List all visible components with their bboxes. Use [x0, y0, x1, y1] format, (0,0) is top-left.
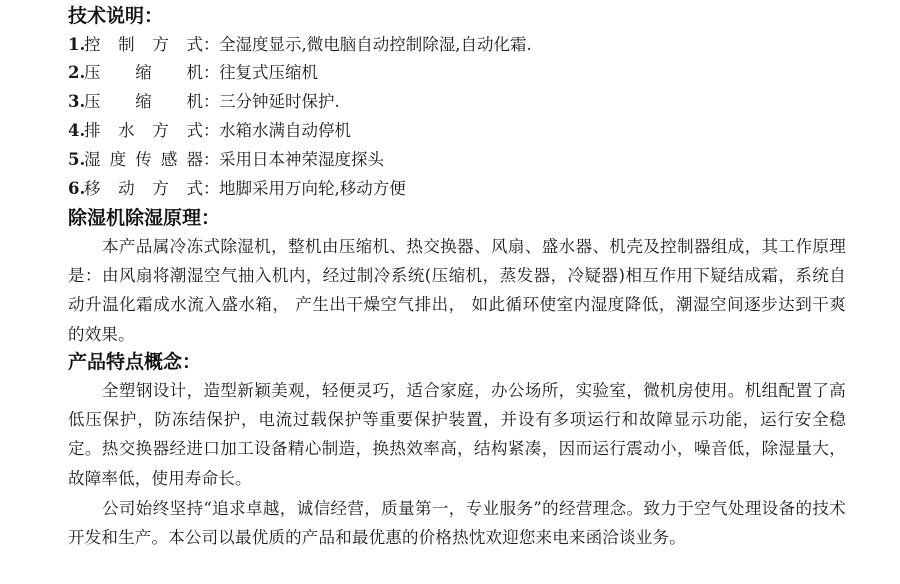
principle-heading: 除湿机除湿原理： — [68, 207, 221, 229]
spec-value: 往复式压缩机 — [219, 63, 318, 82]
spec-value: 水箱水满自动停机 — [219, 121, 351, 140]
spec-label: 压缩机 — [84, 92, 203, 111]
spec-row-drainage — [68, 119, 351, 143]
spec-colon: ： — [203, 92, 220, 111]
features-heading: 产品特点概念： — [68, 351, 202, 373]
spec-value: 地脚采用万向轮,移动方便 — [219, 179, 406, 198]
spec-number: 1. — [68, 35, 86, 54]
tech-spec-heading: 技术说明： — [68, 5, 164, 27]
spec-number: 6. — [68, 179, 86, 198]
spec-label: 控制方式 — [84, 35, 203, 54]
spec-label: 湿度传感器 — [84, 150, 203, 169]
spec-row-compressor-protection — [68, 90, 340, 114]
spec-row-control-mode — [68, 33, 532, 57]
spec-number: 3. — [68, 92, 86, 111]
spec-value: 采用日本神荣湿度探头 — [219, 150, 384, 169]
company-paragraph: 公司始终坚持“追求卓越，诚信经营，质量第一，专业服务”的经营理念。致力于空气处理设备的技术开发和生产。本公司以最优质的产品和最优惠的价格热忱欢迎您来电来函洽谈业务。 — [68, 499, 846, 548]
spec-value: 全湿度显示,微电脑自动控制除湿,自动化霜. — [219, 35, 532, 54]
spec-number: 5. — [68, 150, 86, 169]
spec-value: 三分钟延时保护. — [219, 92, 340, 111]
spec-colon: ： — [203, 63, 220, 82]
spec-number: 4. — [68, 121, 86, 140]
spec-label: 排水方式 — [84, 121, 203, 140]
spec-number: 2. — [68, 63, 86, 82]
principle-paragraph: 本产品属冷冻式除湿机，整机由压缩机、热交换器、风扇、盛水器、机壳及控制器组成，其工作原理是：由风扇将潮湿空气抽入机内，经过制冷系统(压缩机，蒸发器，冷疑器)相互作用下疑结成霜，系统自动升温化霜成水流入盛水箱， 产生出干燥空气排出， 如此循环使室内湿度降低，潮湿空间逐步达到干爽的效果。 — [68, 237, 846, 344]
spec-colon: ： — [203, 35, 220, 54]
spec-label: 压缩机 — [84, 63, 203, 82]
spec-row-movement — [68, 177, 406, 201]
spec-colon: ： — [203, 121, 220, 140]
spec-row-humidity-sensor — [68, 148, 384, 172]
spec-row-compressor — [68, 61, 318, 85]
spec-label: 移动方式 — [84, 179, 203, 198]
spec-colon: ： — [203, 179, 220, 198]
features-paragraph: 全塑钢设计，造型新颖美观，轻便灵巧，适合家庭，办公场所，实验室，微机房使用。机组配置了高低压保护，防冻结保护，电流过载保护等重要保护装置，并设有多项运行和故障显示功能，运行安全稳定。热交换器经进口加工设备精心制造，换热效率高，结构紧凑，因而运行震动小，噪音低，除湿量大，故障率低，使用寿命长。 — [68, 381, 846, 488]
spec-colon: ： — [203, 150, 220, 169]
